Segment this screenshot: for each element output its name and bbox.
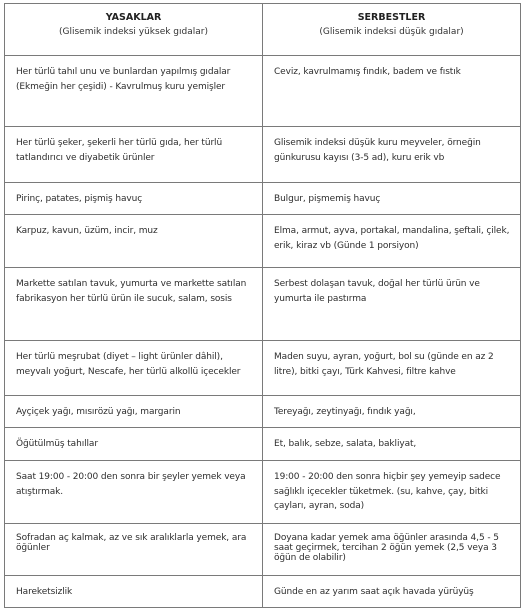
forbidden-cell bbox=[5, 428, 263, 461]
forbidden-cell bbox=[5, 524, 263, 576]
table-row bbox=[5, 183, 521, 215]
forbidden-text: Öğütülmüş tahıllar bbox=[16, 439, 98, 449]
allowed-text: Et, balık, sebze, salata, bakliyat, bbox=[274, 439, 417, 449]
allowed-cell bbox=[263, 576, 521, 608]
allowed-column-header bbox=[263, 4, 521, 56]
allowed-cell bbox=[263, 524, 521, 576]
forbidden-column-subtitle: (Glisemik indeksi yüksek gıdalar) bbox=[59, 27, 208, 37]
allowed-cell bbox=[263, 127, 521, 183]
forbidden-text: Hareketsizlik bbox=[16, 587, 73, 597]
forbidden-text: Karpuz, kavun, üzüm, incir, muz bbox=[16, 226, 158, 236]
forbidden-text: Ayçiçek yağı, mısırözü yağı, margarin bbox=[16, 407, 181, 417]
table-row bbox=[5, 428, 521, 461]
forbidden-column-title: YASAKLAR bbox=[105, 12, 162, 23]
forbidden-text: Her türlü şeker, şekerli her türlü gıda, her türlü tatlandırıcı ve diyabetik ürünler bbox=[16, 138, 223, 163]
table-row bbox=[5, 524, 521, 576]
table-row bbox=[5, 127, 521, 183]
allowed-cell bbox=[263, 461, 521, 524]
table-row bbox=[5, 396, 521, 428]
table-row bbox=[5, 56, 521, 127]
table-row bbox=[5, 215, 521, 268]
allowed-cell bbox=[263, 56, 521, 127]
table-row bbox=[5, 461, 521, 524]
allowed-column-title: SERBESTLER bbox=[357, 12, 426, 23]
forbidden-cell bbox=[5, 183, 263, 215]
allowed-cell bbox=[263, 215, 521, 268]
forbidden-text: Saat 19:00 - 20:00 den sonra bir şeyler yemek veya atıştırmak. bbox=[16, 472, 246, 497]
allowed-cell bbox=[263, 428, 521, 461]
allowed-text: Ceviz, kavrulmamış fındık, badem ve fıstık bbox=[274, 67, 461, 77]
allowed-text: 19:00 - 20:00 den sonra hiçbir şey yemeyip sadece sağlıklı içecekler tüketmek. (su, kahve, çay, bitki çayları, ayran, soda) bbox=[274, 472, 501, 511]
forbidden-cell bbox=[5, 215, 263, 268]
allowed-text: Glisemik indeksi düşük kuru meyveler, örneğin günkurusu kayısı (3-5 ad), kuru erik vb bbox=[274, 138, 481, 163]
allowed-text: Maden suyu, ayran, yoğurt, bol su (günde en az 2 litre), bitki çayı, Türk Kahvesi, filtre kahve bbox=[274, 352, 494, 377]
forbidden-text: Markette satılan tavuk, yumurta ve markette satılan fabrikasyon her türlü ürün ile sucuk, salam, sosis bbox=[16, 279, 247, 304]
allowed-cell bbox=[263, 341, 521, 396]
table-header-row bbox=[5, 4, 521, 56]
table-row bbox=[5, 268, 521, 341]
allowed-cell bbox=[263, 183, 521, 215]
forbidden-column-header bbox=[5, 4, 263, 56]
allowed-text: Elma, armut, ayva, portakal, mandalina, şeftali, çilek, erik, kiraz vb (Günde 1 porsiyon) bbox=[274, 226, 510, 251]
forbidden-cell bbox=[5, 56, 263, 127]
allowed-text: Bulgur, pişmemiş havuç bbox=[274, 194, 381, 204]
forbidden-cell bbox=[5, 461, 263, 524]
allowed-text: Tereyağı, zeytinyağı, fındık yağı, bbox=[274, 407, 416, 417]
forbidden-cell bbox=[5, 341, 263, 396]
forbidden-cell bbox=[5, 268, 263, 341]
allowed-cell bbox=[263, 268, 521, 341]
allowed-column-subtitle: (Glisemik indeksi düşük gıdalar) bbox=[319, 27, 464, 37]
forbidden-text: Her türlü meşrubat (diyet – light ürünler dâhil), meyvalı yoğurt, Nescafe, her türlü alkollü içecekler bbox=[16, 352, 241, 377]
forbidden-cell bbox=[5, 576, 263, 608]
table-row bbox=[5, 341, 521, 396]
allowed-text: Doyana kadar yemek ama öğünler arasında 4,5 - 5 saat geçirmek, tercihan 2 öğün yemek (2,5 veya 3 öğün de olabilir) bbox=[274, 533, 499, 563]
forbidden-text: Sofradan aç kalmak, az ve sık aralıklarla yemek, ara öğünler bbox=[16, 533, 247, 553]
allowed-text: Serbest dolaşan tavuk, doğal her türlü ürün ve yumurta ile pastırma bbox=[274, 279, 480, 304]
table-row bbox=[5, 576, 521, 608]
allowed-text: Günde en az yarım saat açık havada yürüyüş bbox=[274, 587, 474, 597]
forbidden-cell bbox=[5, 127, 263, 183]
forbidden-text: Pirinç, patates, pişmiş havuç bbox=[16, 194, 143, 204]
forbidden-text: Her türlü tahıl unu ve bunlardan yapılmış gıdalar (Ekmeğin her çeşidi) - Kavrulmuş kuru yemişler bbox=[16, 67, 231, 92]
forbidden-cell bbox=[5, 396, 263, 428]
diet-rules-table bbox=[4, 3, 521, 608]
allowed-cell bbox=[263, 396, 521, 428]
